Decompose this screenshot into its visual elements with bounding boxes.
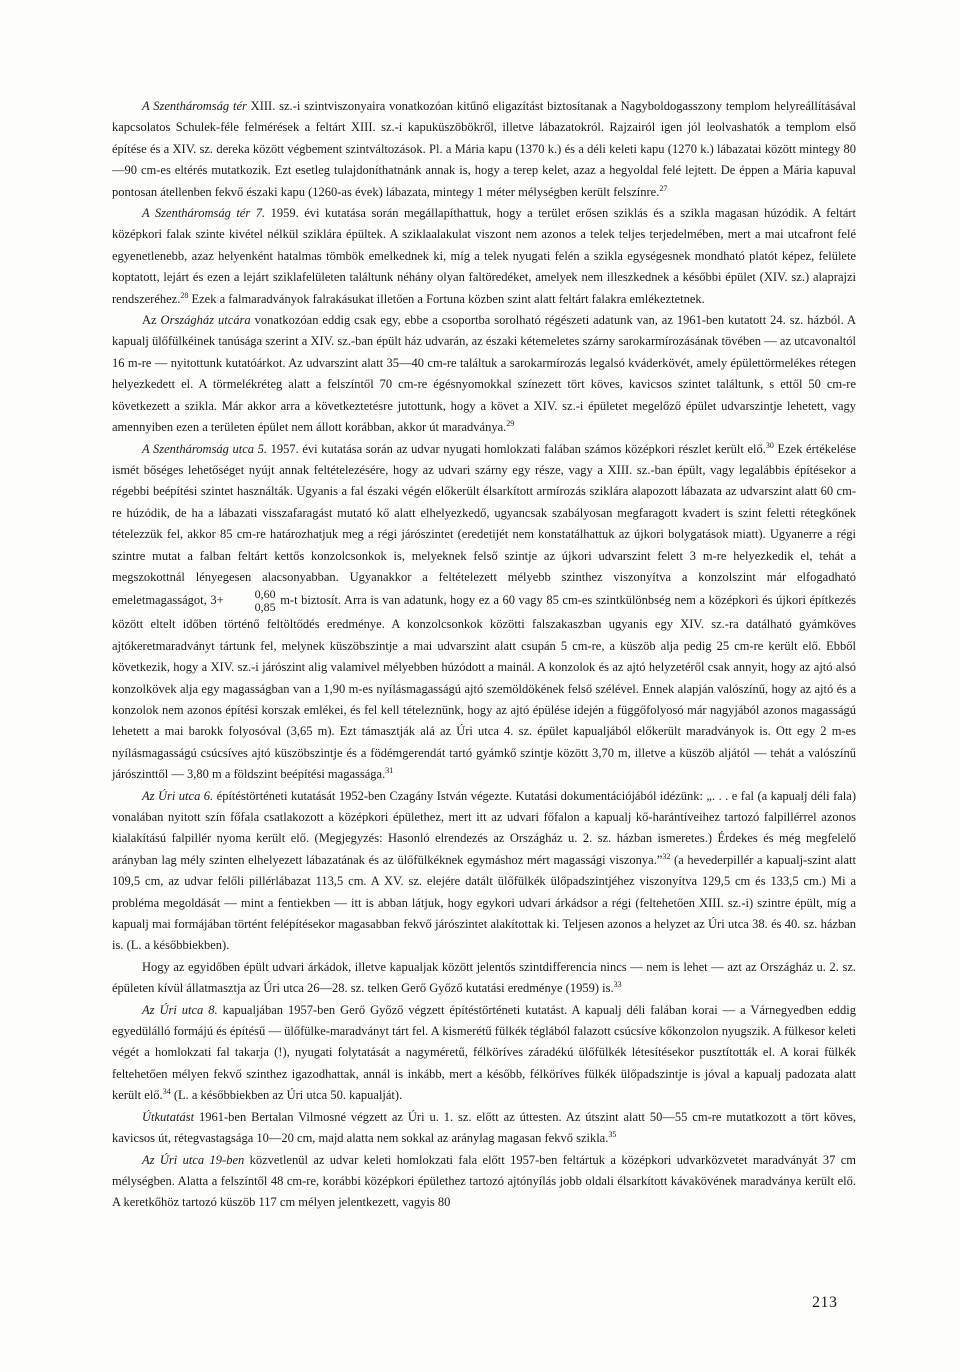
italic-heading: A Szentháromság tér 7. [142,206,266,221]
paragraph [112,1107,856,1150]
italic-heading: Az Úri utca 8. [142,1002,218,1017]
formula-sign: + [216,593,224,608]
paragraph [112,957,856,1000]
footnote-ref: 32 [662,851,671,861]
paragraph [112,439,856,786]
formula [216,587,277,615]
footnote-ref: 27 [659,183,668,193]
footnote-ref: 34 [162,1087,171,1097]
paragraph [112,1150,856,1214]
footnote-ref: 31 [385,766,394,776]
italic-heading: A Szentháromság utca 5. [142,441,268,456]
text-run: kapualjában 1957-ben Gerő Győző végzett építéstörténeti kutatást. A kapualj déli falában korai — a Várnegyedben eddig egyedülálló formájú és építésű — ülőfülke-maradványt tárt fel. A kismerétű fülkék téglából falazott csúcsíve kőkonzolon nyugszik. A fülkesor keleti végét a homlokzati fal takarja (!), nyugati folytatását a nagyméretű, félköríves záradékú ülőfülkék létesítésekor pusztították el. A korai fülkék feltehetően mélyen fekvő szinthez igazodhattak, annál is inkább, mert a később, félköríves fülkék ülőpadszintje is jóval a kapualj padozata alatt került elő. [112,1002,856,1103]
paragraph [112,310,856,438]
text-run: építéstörténeti kutatását 1952-ben Czagány István végezte. Kutatási dokumentációjából idézünk: „. . . e fal (a kapualj déli fala) vonalában nyitott szín főfala csatlakozott a középkori épülethez, mert itt az udvari főfalon a kapualj kő-harántíveihez tartozó falpillérrel azonos kialakítású falpillér nyoma került elő. (Megjegyzés: Hasonló elrendezés az Országház u. 2. sz. házban ismeretes.) Érdekes és még megfelelő arányban lag mély szinten elhelyezett lábazatának és az ülőfülkéknek egymáshoz mért magassági viszonya.” [112,788,856,867]
paragraph [112,786,856,957]
text-run: XIII. sz.-i szintviszonyaira vonatkozóan kitűnő eligazítást biztosítanak a Nagyboldogasszony templom helyreállításával kapcsolatos Schulek-féle felmérések a feltárt XIII. sz.-i kapuküszöbökről, illetve lábazatokról. Rajzairól igen jól leolvashatók a templom első építése és a XIV. sz. dereka között végbement szintváltozások. Pl. a Mária kapu (1370 k.) és a déli keleti kapu (1270 k.) lábazatai között mintegy 80—90 cm-es eltérés mutatkozik. Ezt esetleg tulajdoníthatnánk annak is, hogy a terep kelet, azaz a hegyoldal felé lejtett. De éppen a Mária kapuval pontosan átellenben fekvő északi kapu (1260-as évek) lábazata, mintegy 1 méter mélységben került felszínre. [112,99,856,199]
body-text [112,96,856,1214]
text-run: Hogy az egyidőben épült udvari árkádok, illetve kapualjak között jelentős szintdifferencia nincs — nem is lehet — azt az Országház u. 2. sz. épületen kívül állatmasztja az Úri utca 26—28. sz. telken Gerő Győző kutatási eredménye (1959) is. [112,959,856,996]
footnote-ref: 35 [608,1129,617,1139]
text-run: közvetlenül az udvar keleti homlokzati fala előtt 1957-ben feltártuk a középkori udvarközvetet maradványát 37 cm mélységben. Alatta a felszíntől 48 cm-re, korábbi középkori épülethez tartozó ajtónyílás jobb oldali élsarkított kávakövének maradványa került elő. A keretkőhöz tartozó küszöb 117 cm mélyen jelentkezett, vagyis 80 [112,1152,856,1210]
italic-heading: Útkutatást [142,1109,195,1124]
text-run: Ezek értékelése ismét bőséges lehetőséget nyújt annak feltételezésére, hogy az udvari szárny egy része, vagy a XIII. sz.-ban épült, vagy legalábbis építésekor a régebbi beépítési szintet használták. Ugyanis a fal északi végén előkerült élsarkított armírozás sziklára alapozott lábazata az udvarszint alatt 60 cm-re húzódik, de ha a lábazati visszafaragást mutató kő alatt elhelyezkedő, ugyancsak szabályosan megfaragott kvadert is szint feletti rétegkőnek tételezzük fel, akkor 85 cm-re határozhatjuk meg a régi járószintet (eredetijét nem konstatálhattuk az újkori bolygatások miatt). Ugyanerre a régi szintre mutat a falban feltárt kettős konzolcsonkok is, melyeknek felső szintje az újkori udvarszint felett 3 m-re helyezkedik el, tehát a megszokottnál lényegesen alacsonyabban. Ugyanakkor a feltételezett mélyebb szinthez viszonyítva a konzolszint már elfogadható emeletmagasságot, 3 [112,441,857,608]
italic-heading: Az Úri utca 6. [142,788,214,803]
italic-heading: Országház utcára [160,313,251,328]
text-run: vonatkozóan eddig csak egy, ebbe a csoportba sorolható régészeti adatunk van, az 1961-ben kutatott 24. sz. házból. A kapualj ülőfülkéinek tanúsága szerint a XIV. sz.-ban épült ház udvarán, az északi kétemeletes szárny sarokarmírozásának tövében — az utcavonaltól 16 m-re — nyitottunk kutatóárkot. Az udvarszint alatt 35—40 cm-re találtuk a sarokarmírozás legalsó kváderkövét, amely épülettörmelékes rétegen helyezkedett el. A törmelékréteg alatt a felszíntől 70 cm-re égésnyomokkal színezett tört köves, kavicsos szintet találtunk, s ettől 50 cm-re következett a szikla. Már akkor arra a következtetésre jutottunk, hogy a követ a XIV. sz.-i épületet megelőző épület udvarszintje lehetett, vagy amennyiben ezen a területen épület nem állott korábban, akkor út maradványa. [112,313,857,435]
paragraph [112,203,856,310]
text-run: Ezek a falmaradványok falrakásukat illetően a Fortuna közben szint alatt feltárt falakra emlékeztetnek. [188,291,705,306]
footnote-ref: 28 [180,290,189,300]
text-run: (a hevederpillér a kapualj-szint alatt 109,5 cm, az udvar felőli pillérlábazat 113,5 cm. A XV. sz. elejére datált ülőfülkék ülőpadszintjéhez viszonyítva 129,5 cm és 133,5 cm.) Mi a probléma megoldását — mint a fentiekben — itt is abban látjuk, hogy egykori udvari árkádsor a régi (feltehetően XIII. sz.-i) szintre épült, míg a kapualj mai formájában történt felépítésekor magasabban fekvő járószintet alakítottak ki. Teljesen azonos a helyzet az Úri utca 38. és 40. sz. házban is. (L. a későbbiekben). [112,852,857,953]
footnote-ref: 29 [506,418,515,428]
paragraph [112,96,856,203]
page-number: 213 [812,1294,838,1311]
text-run: Az [142,313,161,328]
text-run: m-t biztosít. Arra is van adatunk, hogy ez a 60 vagy 85 cm-es szintkülönbség nem a középkori és újkori építkezés között eltelt időben történő feltöltődés eredménye. A konzolcsonkok közötti falszakaszban ugyanis egy XIV. sz.-ra datálható gyámköves ajtókeretmaradványt tártunk fel, melynek küszöbszintje a mai udvarszint alatt csupán 5 cm-re, a küszöb alja pedig 25 cm-re került elő. Ebből következik, hogy a XIV. sz.-i járószint alig valamivel mélyebben húzódott a mainál. A konzolok és az ajtó helyzetéről csak annyit, hogy az ajtó alsó konzolkövek alja egy magasságban van a 1,90 m-es nyílásmagasságú ajtó szemöldökének felső szélével. Ennek alapján valószínű, hogy az ajtó és a konzolok nem azonos építési korszak emlékei, és fel kell tételeznünk, hogy az ajtó épülése idején a függőfolyosó már nagyjából azonos magasságú lehetett a mai barokk folyosóval (3,65 m). Ezt támasztják alá az Úri utca 4. sz. épület kapualjából előkerült maradványok is. Ott egy 2 m-es nyílásmagasságú csúcsíves ajtó küszöbszintje és a födémgerendát tartó gyámkő szintje között 3,70 m, illetve a küszöb aljától — tehát a valószínű járószinttől — 3,80 m a földszint beépítési magassága. [112,593,857,782]
paragraph [112,1000,856,1107]
text-run: 1957. évi kutatása során az udvar nyugati homlokzati falában számos középkori részlet került elő. [267,441,766,456]
formula-fraction [225,588,276,614]
formula-numerator: 0,60 [254,587,276,602]
italic-heading: A Szentháromság tér [142,99,247,113]
formula-denominator: 0,85 [254,600,276,615]
italic-heading: Az Úri utca 19-ben [142,1152,245,1167]
text-run: 1961-ben Bertalan Vilmosné végzett az Úri u. 1. sz. előtt az úttesten. Az útszint alatt 50—55 cm-re mutatkozott a tört köves, kavicsos út, rétegvastagsága 10—20 cm, majd alatta nem sokkal az aránylag magasan fekvő szikla. [112,1109,856,1146]
text-run: (L. a későbbiekben az Úri utca 50. kapualját). [170,1088,403,1103]
text-run: 1959. évi kutatása során megállapíthattuk, hogy a terület erősen sziklás és a szikla magasan húzódik. A feltárt középkori falak szinte kivétel nélkül sziklára épültek. A sziklaalakulat viszont nem azonos a telek teljes terjedelmében, mert a mai utcafront felé egyenetlenebb, azaz helyenként hatalmas tömbök emelkednek ki, míg a telek nyugati felén a szikla egységesnek mondható platót képez, felülete koptatott, lejárt és ezen a lejárt sziklafelületen találtunk néhány olyan faltöredéket, amelyek nem illeszkednek a későbbi épület (XIV. sz.) alaprajzi rendszeréhez. [112,206,857,306]
footnote-ref: 33 [613,980,622,990]
footnote-ref: 30 [765,440,774,450]
